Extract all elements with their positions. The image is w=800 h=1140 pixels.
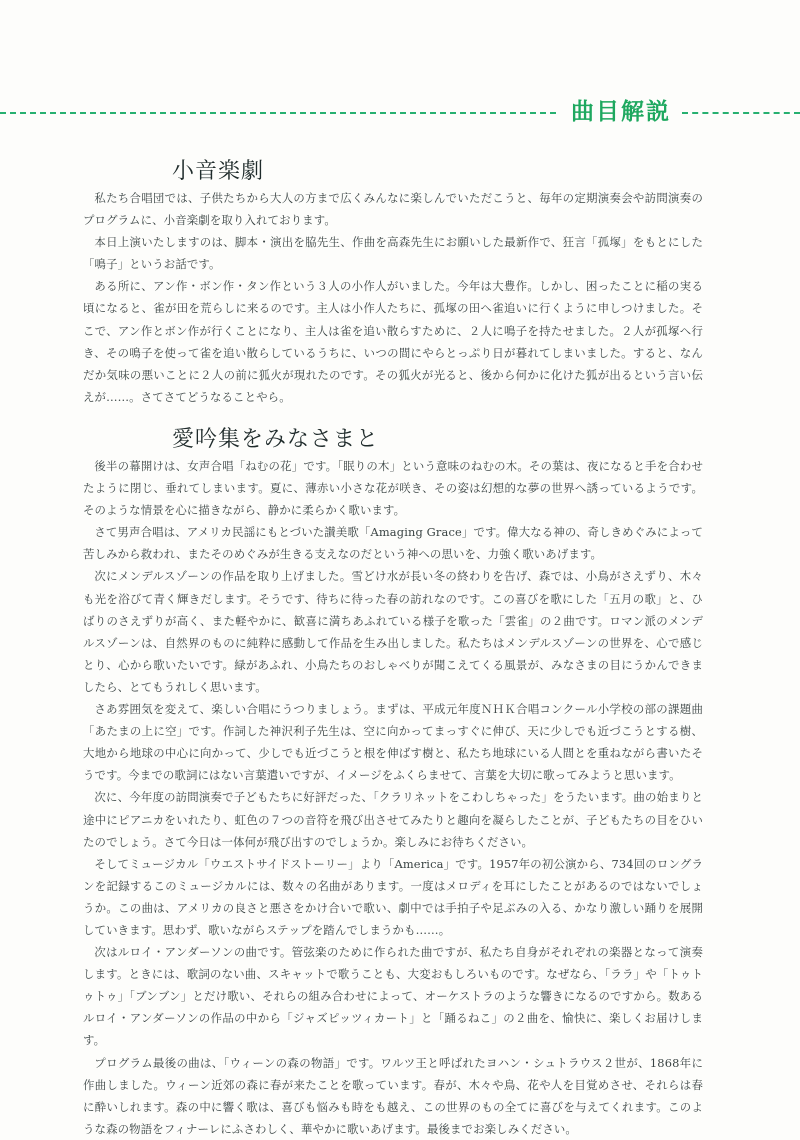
paragraph: 次に、今年度の訪問演奏で子どもたちに好評だった、「クラリネットをこわしちゃった」をうたいます。曲の始まりと途中にピアニカをいれたり、虹色の７つの音符を飛び出させてみたりと趣向を凝らしたことが、子どもたちの目をひいたのでしょう。さて今日は一体何が飛び出すのでしょうか。楽しみにお待ちください。 — [83, 790, 703, 849]
section-title-aiginshu: 愛吟集をみなさまと — [172, 427, 380, 452]
page-title: 曲目解説 — [571, 99, 671, 125]
section-body-small-music-drama — [83, 187, 703, 408]
paragraph: 次にメンデルスゾーンの作品を取り上げました。雪どけ水が長い冬の終わりを告げ、森では、小鳥がさえずり、木々も光を浴びて青く輝きだします。そうです、待ちに待った春の訪れなのです。この喜びを歌にした「五月の歌」と、ひばりのさえずりが高く、また軽やかに、歓喜に満ちあふれている様子を歌った「雲雀」の２曲です。ロマン派のメンデルスゾーンは、自然界のものに純粋に感動して作品を生み出しました。私たちはメンデルスゾーンの世界を、心で感じとり、心から歌いたいです。緑があふれ、小鳥たちのおしゃべりが聞こえてくる風景が、みなさまの目にうかんできましたら、とてもうれしく思います。 — [83, 569, 703, 694]
section-body-aiginshu — [83, 455, 703, 1140]
header-dashed-rule-right — [682, 112, 800, 114]
section-title-small-music-drama: 小音楽劇 — [172, 159, 265, 184]
paragraph: 本日上演いたしますのは、脚本・演出を脇先生、作曲を高森先生にお願いした最新作で、狂言「孤塚」をもとにした「鳴子」というお話です。 — [83, 235, 703, 272]
paragraph: ある所に、アン作・ボン作・タン作という３人の小作人がいました。今年は大豊作。しかし、困ったことに稲の実る頃になると、雀が田を荒らしに来るのです。主人は小作人たちに、孤塚の田へ雀追いに行くように申しつけました。そこで、アン作とボン作が行くことになり、主人は雀を追い散らすために、２人に鳴子を持たせました。２人が孤塚へ行き、その鳴子を使って雀を追い散らしているうちに、いつの間にやらとっぷり日が暮れてしまいました。すると、なんだか気味の悪いことに２人の前に狐火が現れたのです。その狐火が光ると、後から何かに化けた狐が出るという言い伝えが……。さてさてどうなることやら。 — [83, 279, 703, 404]
paragraph: 後半の幕開けは、女声合唱「ねむの花」です。「眠りの木」という意味のねむの木。その葉は、夜になると手を合わせたように閉じ、垂れてしまいます。夏に、薄赤い小さな花が咲き、その姿は幻想的な夢の世界へ誘っているようです。そのような情景を心に描きながら、静かに柔らかく歌います。 — [83, 459, 703, 518]
paragraph: 次はルロイ・アンダーソンの曲です。管弦楽のために作られた曲ですが、私たち自身がそれぞれの楽器となって演奏します。ときには、歌詞のない曲、スキャットで歌うことも、大変おもしろいものです。なぜなら、「ララ」や「トゥトゥトゥ」「ブンブン」とだけ歌い、それらの組み合わせによって、オーケストラのような響きになるのですから。数あるルロイ・アンダーソンの作品の中から「ジャズピッツィカート」と「踊るねこ」の２曲を、愉快に、楽しくお届けします。 — [83, 945, 703, 1048]
paragraph: さて男声合唱は、アメリカ民謡にもとづいた讃美歌「Amaging Grace」です。偉大なる神の、奇しきめぐみによって苦しみから救われ、またそのめぐみが生きる支えなのだという神への思いを、力強く歌いあげます。 — [83, 525, 703, 562]
paragraph: さあ雰囲気を変えて、楽しい合唱にうつりましょう。まずは、平成元年度ＮＨＫ合唱コンクール小学校の部の課題曲「あたまの上に空」です。作詞した神沢利子先生は、空に向かってまっすぐに伸び、天に少しでも近づこうとする樹、大地から地球の中心に向かって、少しでも近づこうと根を伸ばす樹と、私たち地球にいる人間とを重ねながら書いたそうです。今までの歌詞にはない言葉遣いですが、イメージをふくらませて、言葉を大切に歌ってみようと思います。 — [83, 702, 703, 783]
paragraph: プログラム最後の曲は、「ウィーンの森の物語」です。ワルツ王と呼ばれたヨハン・シュトラウス２世が、1868年に作曲しました。ウィーン近郊の森に春が来たことを歌っています。春が、木々や鳥、花や人を目覚めさせ、それらは春に酔いしれます。森の中に響く歌は、喜びも悩みも時をも越え、この世界のもの全てに喜びを与えてくれます。このような森の物語をフィナーレにふさわしく、華やかに歌いあげます。最後までお楽しみください。 — [83, 1055, 703, 1136]
paragraph: 私たち合唱団では、子供たちから大人の方まで広くみんなに楽しんでいただこうと、毎年の定期演奏会や訪問演奏のプログラムに、小音楽劇を取り入れております。 — [83, 191, 703, 228]
header-dashed-rule-left — [0, 112, 556, 114]
paragraph: そしてミュージカル「ウエストサイドストーリー」より「America」です。1957年の初公演から、734回のロングランを記録するこのミュージカルには、数々の名曲があります。一度はメロディを耳にしたことがあるのではないでしょうか。この曲は、アメリカの良さと悪さをかけ合いで歌い、劇中では手拍子や足ぶみの入る、かなり激しい踊りを展開していきます。思わず、歌いながらステップを踏んでしまうかも……。 — [83, 856, 703, 937]
